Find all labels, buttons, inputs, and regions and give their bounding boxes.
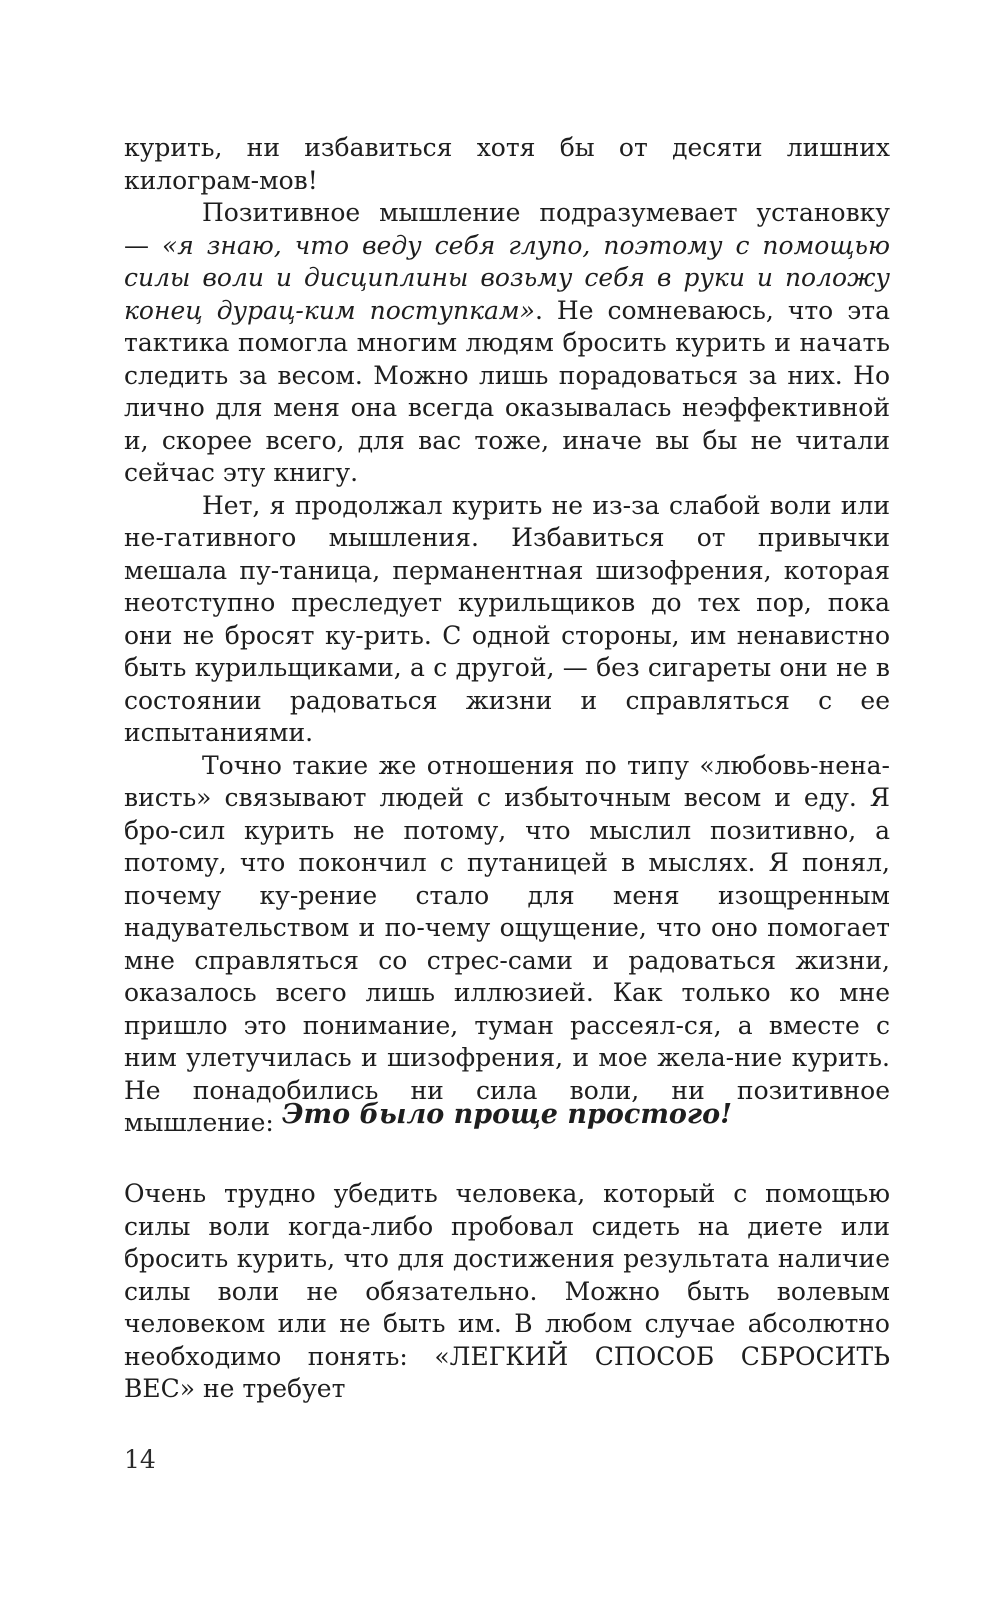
text-segment: курить, ни избавиться хотя бы от десяти лишних килограм-мов! bbox=[124, 133, 890, 195]
italic-quote: «я знаю, что веду себя глупо, поэтому с помощью силы воли и дисциплины возьму себя в руки и положу конец дурац-ким поступкам» bbox=[124, 230, 890, 325]
paragraph bbox=[124, 1178, 890, 1406]
paragraph bbox=[124, 490, 890, 750]
paragraph bbox=[124, 750, 890, 1140]
text-segment: Очень трудно убедить человека, который с помощью силы воли когда-либо пробовал сидеть на диете или бросить курить, что для достижения результата наличие силы воли не обязательно. Можно быть волевым человеком или не быть им. В любом случае абсолютно необходимо понять: «ЛЕГКИЙ СПОСОБ СБРОСИТЬ ВЕС» не требует bbox=[124, 1179, 890, 1403]
body-text-top bbox=[124, 132, 890, 1140]
paragraph bbox=[124, 132, 890, 197]
section-heading: Это было проще простого! bbox=[282, 1099, 732, 1130]
page-number: 14 bbox=[124, 1445, 156, 1474]
text-segment: Точно такие же отношения по типу «любовь-нена-висть» связывают людей с избыточным весом и еду. Я бро-сил курить не потому, что мыслил позитивно, а потому, что покончил с путаницей в мыслях. Я понял, почему ку-рение стало для меня изощренным надувательством и по-чему ощущение, что оно помогает мне справляться со стрес-сами и радоваться жизни, оказалось всего лишь иллюзией. Как только ко мне пришло это понимание, туман рассеял-ся, а вместе с ним улетучилась и шизофрения, и мое жела-ние курить. Не понадобились ни сила воли, ни позитивное мышление: bbox=[124, 750, 890, 1137]
text-segment: Позитивное мышление подразумевает установку — bbox=[124, 198, 890, 260]
text-segment: Нет, я продолжал курить не из-за слабой воли или не-гативного мышления. Избавиться от привычки мешала пу-таница, перманентная шизофрения, которая неотступно преследует курильщиков до тех пор, пока они не бросят ку-рить. С одной стороны, им ненавистно быть курильщиками, а с другой, — без сигареты они не в состоянии радоваться жизни и справляться с ее испытаниями. bbox=[124, 490, 890, 747]
body-text-bottom bbox=[124, 1178, 890, 1406]
text-segment: . Не сомневаюсь, что эта тактика помогла многим людям бросить курить и начать следить за весом. Можно лишь порадоваться за них. Но лично для меня она всегда оказывалась неэффективной и, скорее всего, для вас тоже, иначе вы бы не читали сейчас эту книгу. bbox=[124, 295, 890, 487]
paragraph bbox=[124, 197, 890, 490]
